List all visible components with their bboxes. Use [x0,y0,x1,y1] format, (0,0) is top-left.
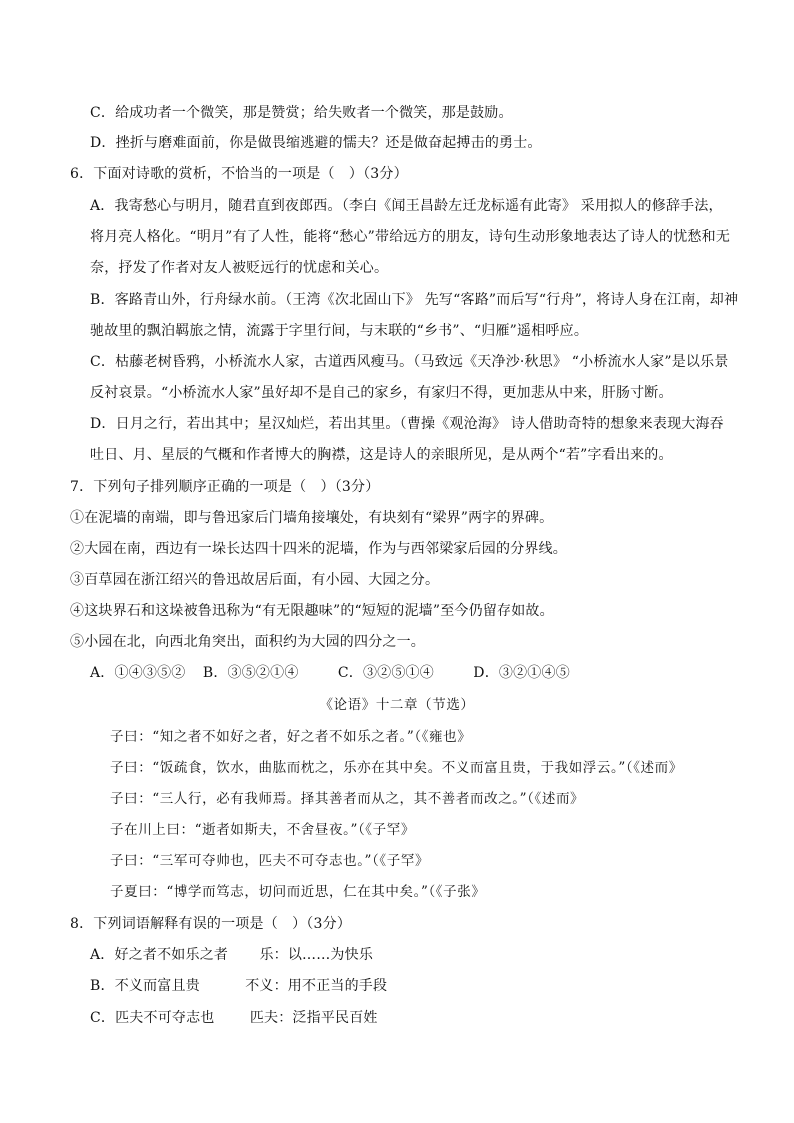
lunyu-line-4: 子在川上曰：“逝者如斯夫，不舍昼夜。”（《子罕》 [110,822,415,838]
q6-option-c-line1: C．枯藤老树昏鸦，小桥流水人家，古道西风瘦马。（马致远《天净沙·秋思》 “小桥流水人家”是以乐景 [90,354,729,370]
q6-option-b-line2: 驰故里的飘泊羁旅之情，流露于字里行间，与末联的“乡书”、“归雁”遥相呼应。 [90,323,589,339]
q6-option-a-line3: 奈，抒发了作者对友人被贬远行的忧虑和关心。 [90,260,389,276]
q8-option-c [90,1009,378,1027]
lunyu-title: 《论语》十二章（节选） [319,697,475,713]
q5-option-d: D．挫折与磨难面前，你是做畏缩逃避的懦夫？还是做奋起搏击的勇士。 [90,135,542,151]
q8-option-c-term: C．匹夫不可夺志也 [90,1010,215,1026]
q7-stem: 7．下列句子排列顺序正确的一项是（ ）（3分） [70,479,380,495]
q8-option-c-definition: 匹夫：泛指平民百姓 [249,1010,378,1026]
q7-options [90,664,570,682]
q7-option-d: D．③②①④⑤ [473,665,570,681]
lunyu-line-6: 子夏曰：“博学而笃志，切问而近思，仁在其中矣。”（《子张》 [110,884,486,900]
lunyu-line-2: 子曰：“饭疏食，饮水，曲肱而枕之，乐亦在其中矣。不义而富且贵，于我如浮云。”（《述而》 [110,760,683,776]
q8-option-a-term: A．好之者不如乐之者 [90,947,229,963]
q7-option-a: A．①④③⑤② [90,665,186,681]
q6-option-d-line2: 吐日、月、星辰的气概和作者博大的胸襟，这是诗人的亲眼所见，是从两个“若”字看出来的。 [90,447,673,463]
lunyu-line-1: 子曰：“知之者不如好之者，好之者不如乐之者。”（《雍也》 [110,729,472,745]
q8-option-b [90,977,387,995]
q5-option-c: C．给成功者一个微笑，那是赞赏；给失败者一个微笑，那是鼓励。 [90,105,513,121]
lunyu-line-5: 子曰：“三军可夺帅也，匹夫不可夺志也。”（《子罕》 [110,853,430,869]
q8-stem: 8．下列词语解释有误的一项是（ ）（3分） [70,916,352,932]
q6-option-a-line2: 将月亮人格化。“明月”有了人性，能将“愁心”带给远方的朋友，诗句生动形象地表达了诗人的忧愁和无 [90,229,731,245]
q8-option-b-term: B．不义而富且贵 [90,978,200,994]
q8-option-b-definition: 不义：用不正当的手段 [245,978,388,994]
q6-option-b-line1: B．客路青山外，行舟绿水前。（王湾《次北固山下》 先写“客路”而后写“行舟”，将诗人身在江南，却神 [90,292,739,308]
q6-option-d-line1: D．日月之行，若出其中；星汉灿烂，若出其里。（曹操《观沧海》 诗人借助奇特的想象来表现大海吞 [90,416,724,432]
lunyu-line-3: 子曰：“三人行，必有我师焉。择其善者而从之，其不善者而改之。”（《述而》 [110,791,585,807]
q7-option-b: B．③⑤②①④ [202,665,299,681]
q7-sentence-2: ②大园在南，西边有一垛长达四十四米的泥墙，作为与西邻梁家后园的分界线。 [70,541,567,557]
q7-option-c: C．③②⑤①④ [337,665,434,681]
q7-sentence-5: ⑤小园在北，向西北角突出，面积约为大园的四分之一。 [70,634,425,650]
q7-sentence-4: ④这块界石和这垛被鲁迅称为“有无限趣味”的“短短的泥墙”至今仍留存如故。 [70,603,554,619]
q6-option-a-line1: A．我寄愁心与明月，随君直到夜郎西。（李白《闻王昌龄左迁龙标遥有此寄》 采用拟人的修辞手法， [90,198,723,214]
q7-sentence-3: ③百草园在浙江绍兴的鲁迅故居后面，有小园、大园之分。 [70,572,440,588]
q8-option-a-definition: 乐：以……为快乐 [259,947,374,963]
q7-sentence-1: ①在泥墙的南端，即与鲁迅家后门墙角接壤处，有块刻有“梁界”两字的界碑。 [70,510,554,526]
q6-stem: 6．下面对诗歌的赏析，不恰当的一项是（ ）（3分） [70,166,408,182]
q8-option-a [90,946,373,964]
q6-option-c-line2: 反衬哀景。“小桥流水人家”虽好却不是自己的家乡，有家归不得，更加悲从中来，肝肠寸断。 [90,385,673,401]
